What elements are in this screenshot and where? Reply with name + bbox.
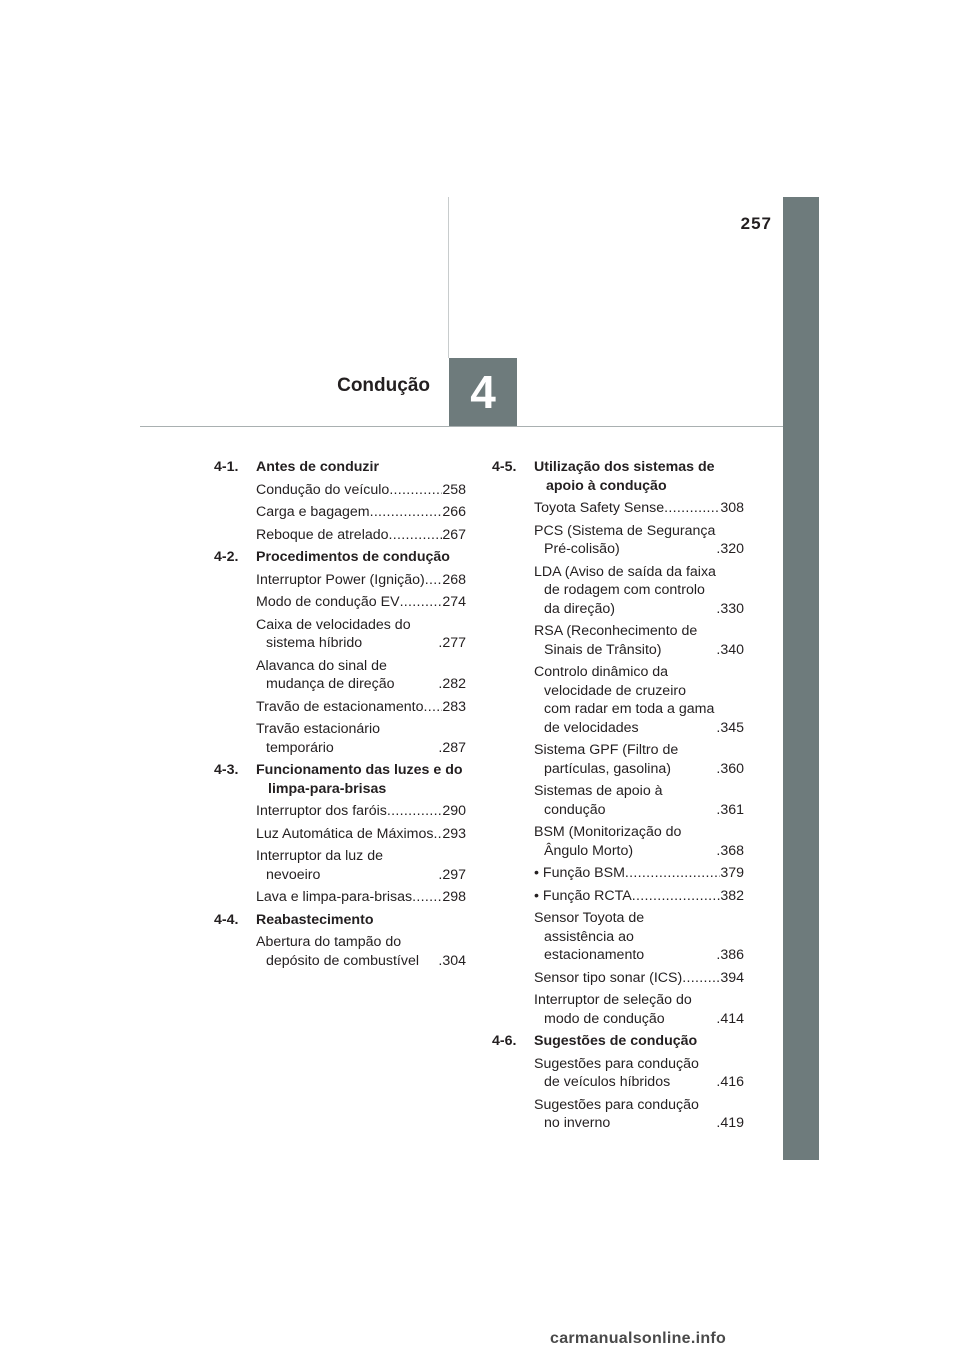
section-heading[interactable] [214,458,466,477]
dot-leader [412,888,442,907]
toc-entry[interactable] [534,909,744,965]
toc-entry[interactable] [534,969,744,988]
entry-page-number: 304 [442,952,466,969]
toc-entry[interactable] [534,782,744,819]
toc-entry[interactable] [534,741,744,778]
entry-title: Sensor Toyota de assistência ao estacionamento [534,910,645,963]
entry-page-number: 330 [720,600,744,617]
watermark: carmanualsonline.info [550,1330,727,1347]
entry-page-number: 267 [442,526,466,543]
toc-entry[interactable] [534,499,744,518]
entry-page-number: 268 [442,571,466,588]
section-title: Antes de conduzir [256,459,379,475]
entry-page-number: 414 [720,1010,744,1027]
entry-page-number: 368 [720,842,744,859]
entry-title: Sistema GPF (Filtro de partículas, gasolina) [534,742,679,777]
entry-page-number: 258 [442,481,466,498]
dot-leader [682,969,720,988]
entry-title: Sugestões para condução no inverno [534,1096,699,1131]
toc-entry[interactable] [256,847,466,884]
toc-entry[interactable] [256,888,466,907]
dot-leader [423,698,442,717]
entry-title: Controlo dinâmico da velocidade de cruzeiro com radar em toda a gama de velocidades [534,664,715,736]
entry-title: Alavanca do sinal de mudança de direção [256,657,395,692]
entry-page-number: 382 [720,887,744,904]
entry-page-number: 298 [442,889,466,905]
section-number: 4-5. [492,459,517,475]
toc-entry[interactable] [256,825,466,844]
toc-entry[interactable] [256,657,466,694]
section-number: 4-6. [492,1033,517,1049]
entry-page-number: 282 [442,676,466,692]
entry-page-number: 361 [720,801,744,818]
section-number: 4-1. [214,459,239,475]
dot-leader [433,825,442,844]
dot-leader [389,481,442,500]
toc-right-column [492,458,744,1137]
entry-title: Modo de condução EV [256,594,400,610]
entry-page-number: 416 [720,1074,744,1090]
dot-leader [389,526,443,545]
section-heading[interactable] [214,548,466,567]
entry-title: • Função RCTA [534,887,632,904]
toc-entry[interactable] [256,593,466,612]
entry-title: Interruptor da luz de nevoeiro [256,848,383,883]
toc-entry[interactable] [534,663,744,737]
entry-title: Interruptor Power (Ignição) [256,571,425,588]
entry-title: Lava e limpa-para-brisas [256,889,413,905]
section-heading[interactable] [492,1032,744,1051]
toc-section [492,1032,744,1133]
entry-title: BSM (Monitorização do Ângulo Morto) [534,824,682,859]
entry-page-number: 283 [442,698,466,715]
entry-title: Sistemas de apoio à condução [534,783,663,818]
toc-left-column [214,458,466,974]
entry-title: Interruptor dos faróis [256,803,387,819]
entry-page-number: 360 [720,760,744,777]
chapter-number-box: 4 [449,358,517,426]
chapter-title: Condução [337,375,430,396]
toc-entry[interactable] [256,481,466,500]
entry-page-number: 290 [442,803,466,819]
entry-page-number: 386 [720,947,744,963]
entry-page-number: 266 [442,504,466,520]
toc-entry[interactable] [256,526,466,545]
toc-entry[interactable] [534,887,744,906]
toc-entry[interactable] [534,864,744,883]
toc-entry[interactable] [256,720,466,757]
entry-title: Abertura do tampão do depósito de combustível [256,934,420,969]
page-number: 257 [740,214,772,233]
entry-page-number: 419 [720,1115,744,1131]
entry-page-number: 345 [720,719,744,736]
entry-title: Reboque de atrelado [256,526,389,543]
toc-entry[interactable] [534,991,744,1028]
entry-title: Travão estacionário temporário [256,721,381,756]
section-number: 4-4. [214,911,239,928]
dot-leader [625,864,720,883]
dot-leader [664,499,720,518]
toc-section [214,761,466,907]
toc-entry[interactable] [256,933,466,970]
section-heading[interactable] [214,761,466,798]
vertical-rule [448,197,449,358]
toc-entry[interactable] [256,802,466,821]
entry-title: Travão de estacionamento [256,698,424,715]
dot-leader [370,503,443,522]
dot-leader [425,571,443,590]
entry-title: Sugestões para condução de veículos híbridos [534,1055,699,1090]
entry-page-number: 287 [442,739,466,756]
entry-page-number: 293 [442,825,466,842]
section-number: 4-2. [214,549,239,565]
entry-title: • Função BSM [534,865,625,881]
entry-title: Interruptor de seleção do modo de condução [534,992,692,1027]
entry-title: Condução do veículo [256,481,390,498]
entry-title: Sensor tipo sonar (ICS) [534,969,683,986]
chapter-side-tab [783,197,819,1160]
toc-section [214,458,466,544]
toc-entry[interactable] [534,1096,744,1133]
entry-page-number: 274 [442,594,466,610]
section-number: 4-3. [214,762,239,778]
toc-entry[interactable] [256,571,466,590]
entry-page-number: 320 [720,541,744,557]
toc-section [492,458,744,1028]
entry-title: Toyota Safety Sense [534,500,665,516]
entry-page-number: 379 [720,865,744,881]
dot-leader [387,802,442,821]
toc-entry[interactable] [256,503,466,522]
section-title: Utilização dos sistemas de apoio à condução [534,459,715,494]
section-heading[interactable] [492,458,744,495]
toc-entry[interactable] [256,698,466,717]
toc-entry[interactable] [534,622,744,659]
toc-entry[interactable] [256,616,466,653]
entry-page-number: 340 [720,641,744,658]
toc-entry[interactable] [534,522,744,559]
entry-title: Carga e bagagem [256,504,370,520]
toc-section [214,548,466,757]
section-title: Procedimentos de condução [256,549,450,565]
toc-entry[interactable] [534,563,744,619]
entry-title: PCS (Sistema de Segurança Pré-colisão) [534,522,716,557]
entry-page-number: 308 [720,500,744,516]
horizontal-rule [140,426,783,427]
section-heading[interactable] [214,911,466,930]
section-title: Funcionamento das luzes e do limpa-para-brisas [256,762,463,797]
section-title: Sugestões de condução [534,1033,698,1049]
dot-leader [400,593,443,612]
entry-title: Luz Automática de Máximos [256,825,434,842]
entry-page-number: 394 [720,969,744,986]
section-title: Reabastecimento [256,911,374,928]
toc-section [214,911,466,971]
entry-title: RSA (Reconhecimento de Sinais de Trânsito) [534,623,698,658]
toc-entry[interactable] [534,823,744,860]
entry-title: LDA (Aviso de saída da faixa de rodagem com controlo da direção) [534,563,716,617]
entry-page-number: 277 [442,635,466,651]
entry-page-number: 297 [442,866,466,883]
toc-entry[interactable] [534,1055,744,1092]
dot-leader [632,887,721,906]
entry-title: Caixa de velocidades do sistema híbrido [256,616,411,651]
